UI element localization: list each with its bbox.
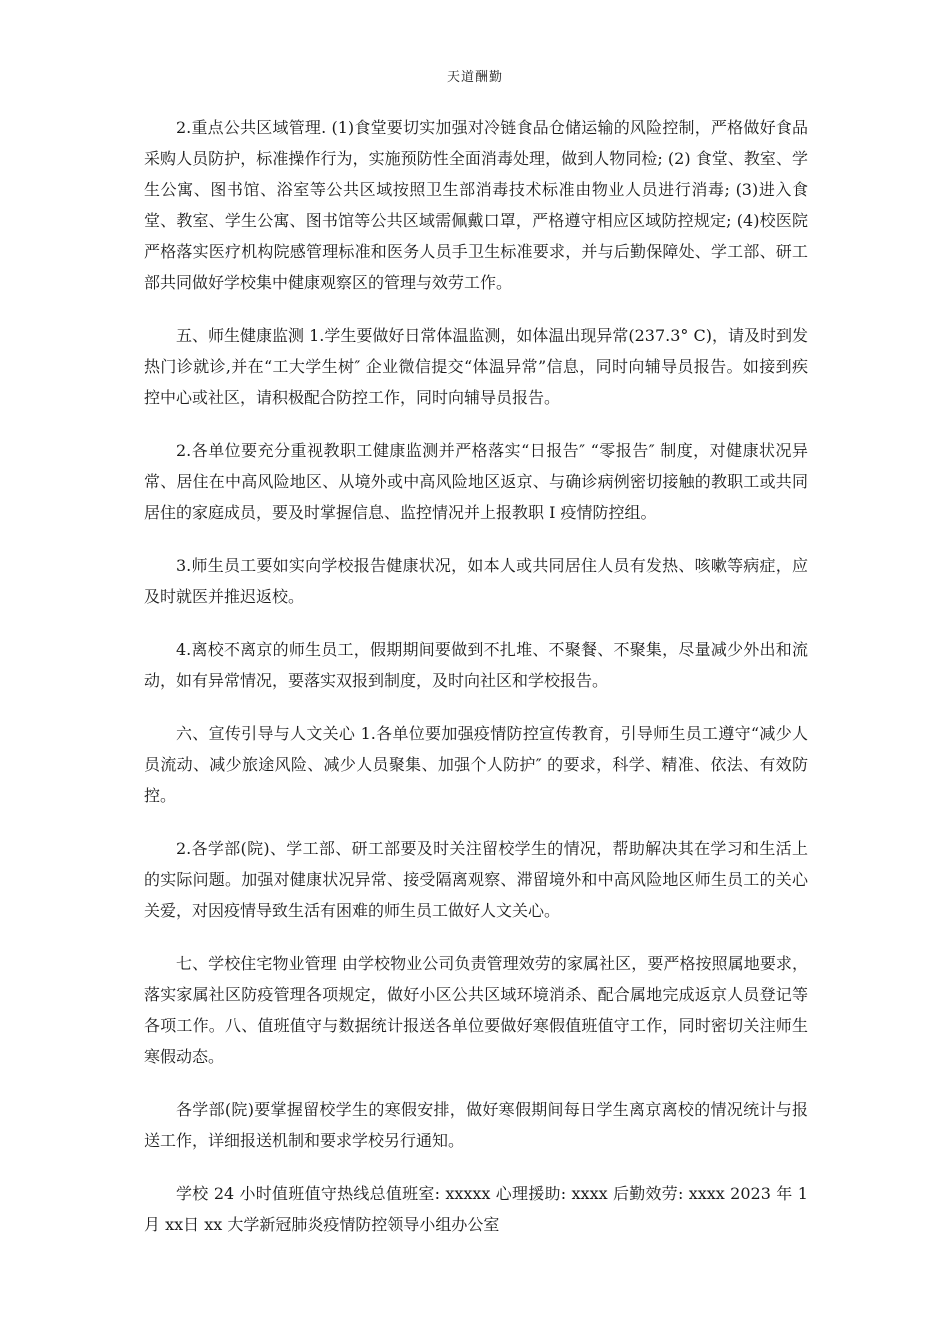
paragraph-staff-health-monitoring: 2.各单位要充分重视教职工健康监测并严格落实“日报告″ “零报告″ 制度，对健康状况异常、居住在中高风险地区、从境外或中高风险地区返京、与确诊病例密切接触的教职工或共同居住的家庭成员，要及时掌握信息、监控情况并上报教职 I 疫情防控组。 [144,441,808,522]
paragraph-hotline-signature: 学校 24 小时值班值守热线总值班室: xxxxx 心理援助: xxxx 后勤效劳: xxxx 2023 年 1 月 xx日 xx 大学新冠肺炎疫情防控领导小组办公室 [144,1184,808,1234]
page-header-title: 天道酬勤 [446,70,503,85]
paragraph-public-area-management: 2.重点公共区域管理. (1)食堂要切实加强对冷链食品仓储运输的风险控制，严格做好食品采购人员防护，标准操作行为，实施预防性全面消毒处理，做到人物同检; (2) 食堂、教室、学生公寓、图书馆、浴室等公共区域按照卫生部消毒技术标准由物业人员进行消毒; (3)进入食堂、教室、学生公寓、图书馆等公共区域需佩戴口罩，严格遵守相应区域防控规定; (4)校医院严格落实医疗机构院感管理标准和医务人员手卫生标准要求，并与后勤保障处、学工部、研工部共同做好学校集中健康观察区的管理与效劳工作。 [144,118,808,292]
paragraph-winter-break-arrangement: 各学部(院)要掌握留校学生的寒假安排，做好寒假期间每日学生离京离校的情况统计与报送工作，详细报送机制和要求学校另行通知。 [144,1100,808,1150]
paragraph-health-monitoring: 五、师生健康监测 1.学生要做好日常体温监测，如体温出现异常(237.3° C)，请及时到发热门诊就诊,并在“工大学生树″ 企业微信提交“体温异常”信息，同时向辅导员报告。如接到疾控中心或社区，请积极配合防控工作，同时向辅导员报告。 [144,326,808,407]
paragraph-residential-management: 七、学校住宅物业管理 由学校物业公司负责管理效劳的家属社区，要严格按照属地要求，落实家属社区防疫管理各项规定，做好小区公共区域环境消杀、配合属地完成返京人员登记等各项工作。八、值班值守与数据统计报送各单位要做好寒假值班值守工作，同时密切关注师生寒假动态。 [144,954,808,1066]
paragraph-stay-in-beijing: 4.离校不离京的师生员工，假期期间要做到不扎堆、不聚餐、不聚集，尽量减少外出和流动，如有异常情况，要落实双报到制度，及时向社区和学校报告。 [144,640,808,690]
paragraph-publicity-guidance: 六、宣传引导与人文关心 1.各单位要加强疫情防控宣传教育，引导师生员工遵守“减少人员流动、减少旅途风险、减少人员聚集、加强个人防护″ 的要求，科学、精准、依法、有效防控。 [144,724,808,805]
paragraph-health-reporting: 3.师生员工要如实向学校报告健康状况，如本人或共同居住人员有发热、咳嗽等病症，应及时就医并推迟返校。 [144,556,808,606]
paragraph-student-care: 2.各学部(院)、学工部、研工部要及时关注留校学生的情况，帮助解决其在学习和生活上的实际问题。加强对健康状况异常、接受隔离观察、滞留境外和中高风险地区师生员工的关心关爱，对因疫情导致生活有困难的师生员工做好人文关心。 [144,839,808,920]
document-body [144,112,808,1262]
